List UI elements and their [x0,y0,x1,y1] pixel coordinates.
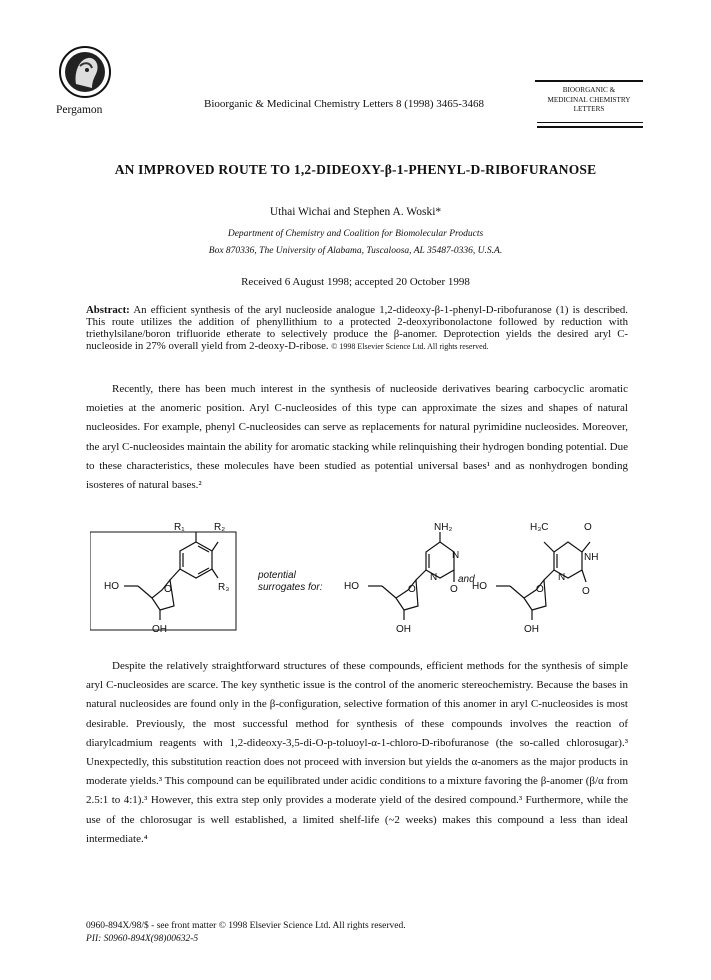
chem-label: HO [344,581,359,592]
journal-box-line: LETTERS [573,105,605,113]
abstract-text: An efficient synthesis of the aryl nucleoside analogue 1,2-dideoxy-β-1-phenyl-D-ribofuranose (1) is described. This route utilizes the addition of phenyllithium to a protected 2-deoxyribonolactone followed by reduction with triethylsilane/boron trifluoride etherate to selectively produce the β-anomer. Deprotection yields the desired aryl C-nucleoside in 27% overall yield from 2-deoxy-D-ribose. [86,304,628,352]
paper-title: AN IMPROVED ROUTE TO 1,2-DIDEOXY-β-1-PHENYL-D-RIBOFURANOSE [114,162,597,177]
publisher-logo [58,44,112,100]
chem-label: R₃ [218,582,230,593]
affiliation-line: Box 870336, The University of Alabama, Tuscaloosa, AL 35487-0336, U.S.A. [208,246,503,256]
chem-label: HO [472,581,487,592]
chem-label: OH [152,624,167,635]
abstract [86,304,628,353]
footer-pii: PII: S0960-894X(98)00632-5 [86,934,199,944]
body-paragraph [86,657,628,849]
journal-box-line: MEDICINAL CHEMISTRY [547,95,631,104]
scheme-caption: potential [258,570,296,581]
chem-label: O [582,586,590,597]
chem-label: OH [524,624,539,635]
chem-label: O [164,584,172,595]
chem-label: NH₂ [434,522,453,533]
journal-box [535,80,643,115]
scheme-caption: surrogates for: [258,582,323,593]
authors: Uthai Wichai and Stephen A. Woski* [269,206,442,218]
journal-box-line: BIOORGANIC & [562,86,616,94]
paragraph-text: Recently, there has been much interest in the synthesis of nucleoside derivatives bearing carbocyclic aromatic moieties at the anomeric position. Aryl C-nucleosides of this type can approximate the sizes and shapes of natural nucleosides. For example, phenyl C-nucleosides can serve as replacements for natural pyrimidine nucleosides. Moreover, the aryl C-nucleosides maintain the ability for aromatic stacking while relinquishing their hydrogen bonding potential. Due to these characteristics, these molecules have been studied as potential universal bases¹ and as nonhydrogen bonding isosteres of natural bases.² [86,383,628,492]
abstract-copyright: © 1998 Elsevier Science Ltd. All rights reserved. [331,342,489,351]
body-paragraph [86,380,628,495]
chem-label: OH [396,624,411,635]
scheme-caption: and [458,574,475,585]
received-dates: Received 6 August 1998; accepted 20 October 1998 [241,276,470,288]
chem-label: NH [584,552,599,563]
chem-label: O [450,584,458,595]
chem-label: N [430,572,438,583]
header-rule-thick [537,126,643,128]
chem-label: O [408,584,416,595]
chem-label: O [536,584,544,595]
footer-copyright: 0960-894X/98/$ - see front matter © 1998 Elsevier Science Ltd. All rights reserved. [86,921,406,931]
chem-label: R₂ [214,522,226,533]
chem-label: N [558,572,566,583]
chem-label: O [584,522,592,533]
abstract-label: Abstract: [86,304,130,316]
paragraph-text: Despite the relatively straightforward structures of these compounds, efficient methods for the synthesis of simple aryl C-nucleosides are scarce. The key synthetic issue is the control of the anomeric stereochemistry. Because the bases in natural nucleosides are found only in the β-configuration, selective formation of this anomer in aryl C-nucleosides is most desirable. Previously, the most successful method for synthesis of these compounds involves the reaction of diarylcadmium reagents with 1,2-dideoxy-3,5-di-O-p-toluoyl-α-1-chloro-D-ribofuranose (the so-called chlorosugar).³ Unexpectedly, this substitution reaction does not proceed with inversion but yields the α-anomers as the major products in moderate yields.³ This compound can be equilibrated under acidic conditions to a mixture favoring the β-anomer (β/α from 2.5:1 to 4:1).³ However, this extra step only provides a moderate yield of the desired compound.³ Furthermore, while the use of the chlorosugar is well established, a limited shelf-life (~2 weeks) makes this compound a less than ideal intermediate.⁴ [86,660,628,845]
chem-label: HO [104,581,119,592]
journal-citation: Bioorganic & Medicinal Chemistry Letters 8 (1998) 3465-3468 [204,98,484,110]
chem-label: H₃C [530,522,549,533]
footer [86,920,406,946]
header-rule [537,122,643,123]
affiliation [0,226,711,260]
chem-label: R₁ [174,522,185,533]
chemical-structures-scheme [90,520,630,642]
affiliation-line: Department of Chemistry and Coalition for Biomolecular Products [227,229,484,239]
publisher-name: Pergamon [56,104,103,116]
chem-label: N [452,550,460,561]
